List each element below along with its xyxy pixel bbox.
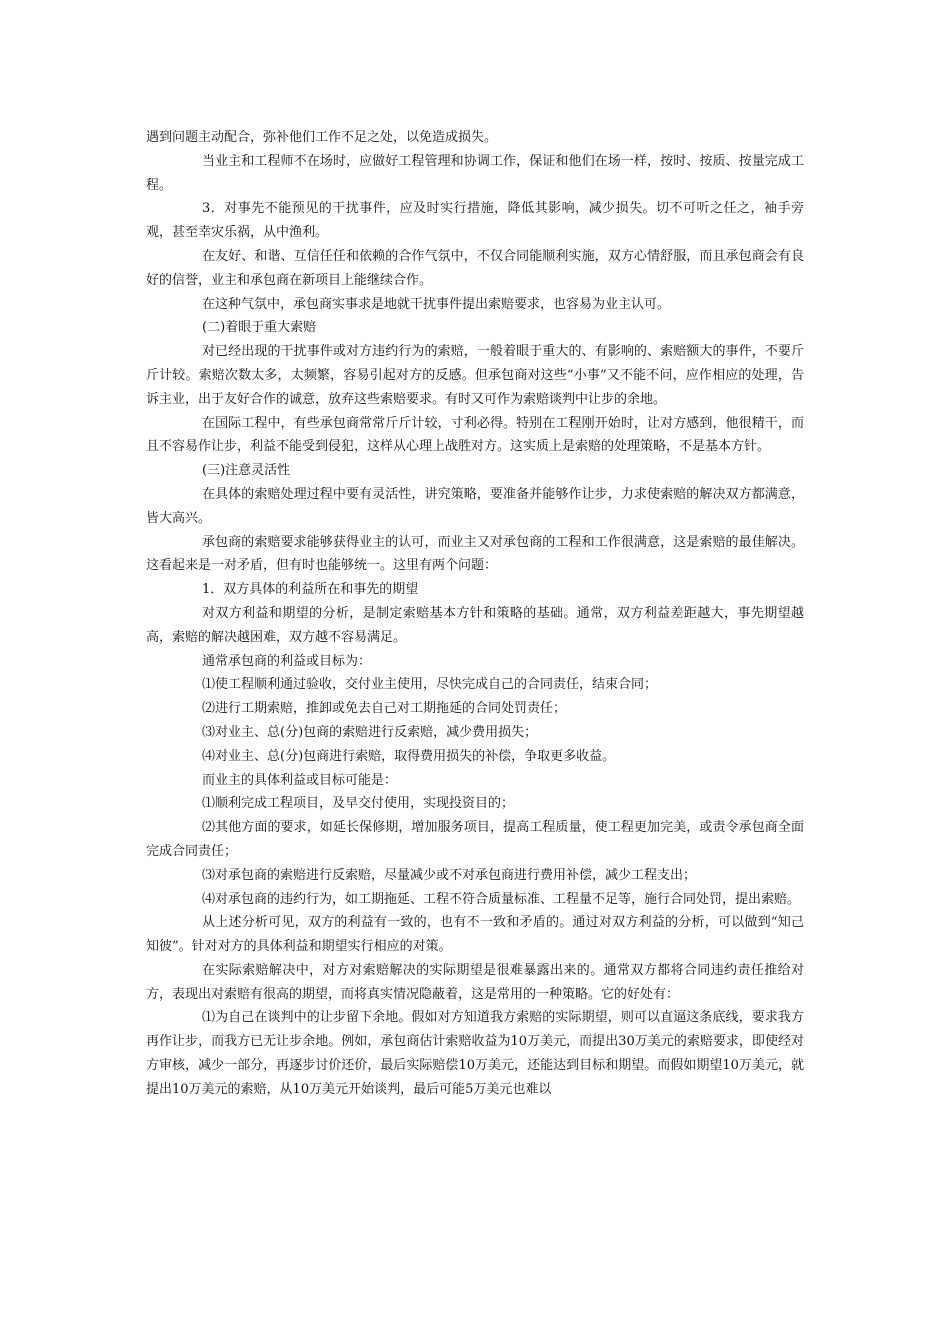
list-item: ⑴使工程顺利通过验收，交付业主使用，尽快完成自己的合同责任，结束合同； [202, 677, 658, 693]
paragraph: 当业主和工程师不在场时，应做好工程管理和协调工作，保证和他们在场一样，按时、按质、按量完成工程。 [146, 153, 804, 193]
list-item: ⑴为自己在谈判中的让步留下余地。假如对方知道我方索赔的实际期望，则可以直逼这条底线，要求我方再作让步，而我方已无让步余地。例如，承包商估计索赔收益为10万美元，而提出30万美元的索赔要求，即使经对方审核，减少一部分，再逐步讨价还价，最后实际赔偿10万美元，还能达到目标和期望。而假如期望10万美元，就提出10万美元的索赔，从10万美元开始谈判，最后可能5万美元也难以 [146, 1010, 804, 1097]
paragraph: 在具体的索赔处理过程中要有灵活性，讲究策略，要准备并能够作让步，力求使索赔的解决双方都满意，皆大高兴。 [146, 486, 804, 526]
list-item: ⑵进行工期索赔，推卸或免去自己对工期拖延的合同处罚责任； [202, 701, 567, 717]
paragraph: 承包商的索赔要求能够获得业主的认可，而业主又对承包商的工程和工作很满意，这是索赔的最佳解决。这看起来是一对矛盾，但有时也能够统一。这里有两个问题： [146, 534, 804, 574]
paragraph: 从上述分析可见，双方的利益有一致的，也有不一致和矛盾的。通过对双方利益的分析，可以做到“知己知彼”。针对对方的具体利益和期望实行相应的对策。 [146, 915, 804, 955]
list-item: ⑶对承包商的索赔进行反索赔，尽量减少或不对承包商进行费用补偿，减少工程支出； [202, 867, 697, 883]
paragraph: 遇到问题主动配合，弥补他们工作不足之处，以免造成损失。 [146, 130, 498, 145]
paragraph: 在实际索赔解决中，对方对索赔解决的实际期望是很难暴露出来的。通常双方都将合同违约责任推给对方，表现出对索赔有很高的期望，而将真实情况隐蔽着，这是常用的一种策略。它的好处有： [146, 962, 804, 1002]
paragraph: 通常承包商的利益或目标为： [202, 653, 372, 669]
list-item: ⑷对业主、总(分)包商进行索赔，取得费用损失的补偿，争取更多收益。 [202, 748, 616, 764]
list-item: ⑷对承包商的违约行为，如工期拖延、工程不符合质量标准、工程量不足等，施行合同处罚，提出索赔。 [202, 891, 801, 907]
list-item: ⑶对业主、总(分)包商的索赔进行反索赔，减少费用损失； [202, 724, 538, 740]
section-heading: (三)注意灵活性 [202, 463, 291, 479]
paragraph: 对已经出现的干扰事件或对方违约行为的索赔，一般着眼于重大的、有影响的、索赔额大的事件，不要斤斤计较。索赔次数太多，太频繁，容易引起对方的反感。但承包商对这些“小事”又不能不问，应作相应的处理，告诉主业，出于友好合作的诚意，放弃这些索赔要求。有时又可作为索赔谈判中让步的余地。 [146, 344, 804, 407]
paragraph: 而业主的具体利益或目标可能是： [202, 772, 398, 788]
paragraph: 在友好、和谐、互信任任和依赖的合作气氛中，不仅合同能顺利实施，双方心情舒服，而且承包商会有良好的信誉，业主和承包商在新项目上能继续合作。 [146, 248, 804, 288]
section-heading: (二)着眼于重大索赔 [202, 320, 317, 336]
list-item: ⑴顺利完成工程项目，及早交付使用，实现投资目的； [202, 796, 515, 812]
document-page [146, 126, 804, 1102]
list-item: ⑵其他方面的要求，如延长保修期，增加服务项目，提高工程质量，使工程更加完美，或责令承包商全面完成合同责任； [146, 820, 804, 859]
paragraph: 3．对事先不能预见的干扰事件，应及时实行措施，降低其影响，减少损失。切不可听之任之，袖手旁观，甚至幸灾乐祸，从中渔利。 [146, 201, 804, 241]
paragraph: 在国际工程中，有些承包商常常斤斤计较，寸利必得。特别在工程刚开始时，让对方感到，他很精干，而且不容易作让步，利益不能受到侵犯，这样从心理上战胜对方。这实质上是索赔的处理策略，不是基本方针。 [146, 415, 804, 455]
paragraph: 对双方利益和期望的分析，是制定索赔基本方针和策略的基础。通常，双方利益差距越大，事先期望越高，索赔的解决越困难，双方越不容易满足。 [146, 605, 804, 645]
paragraph: 在这种气氛中，承包商实事求是地就干扰事件提出索赔要求，也容易为业主认可。 [202, 296, 671, 312]
subheading: 1．双方具体的利益所在和事先的期望 [202, 582, 419, 598]
